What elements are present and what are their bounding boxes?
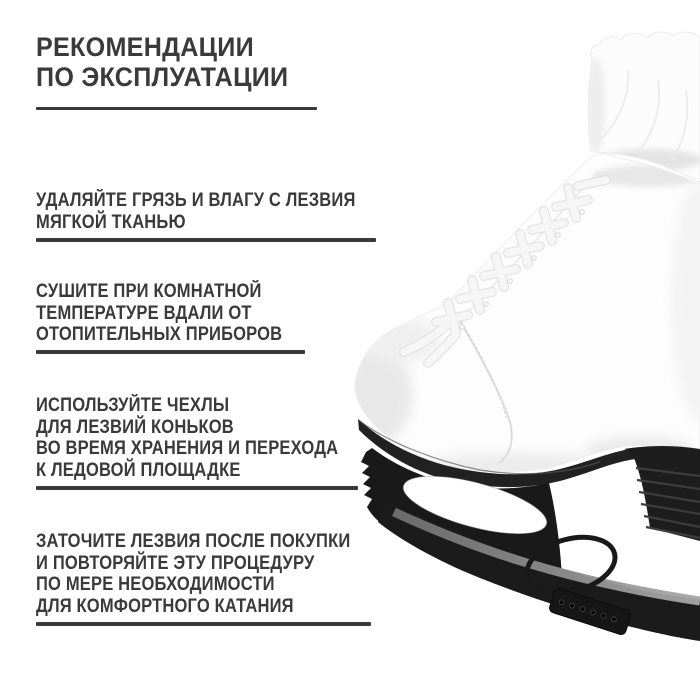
page-title-line-1: РЕКОМЕНДАЦИИ (36, 32, 254, 62)
item-3-line-4: К ЛЕДОВОЙ ПЛОЩАДКЕ (36, 459, 241, 481)
item-4-line-3: ПО МЕРЕ НЕОБХОДИМОСТИ (36, 574, 275, 595)
item-2-line-1: СУШИТЕ ПРИ КОМНАТНОЙ (36, 281, 262, 302)
item-1-line-2: МЯГКОЙ ТКАНЬЮ (36, 211, 186, 233)
item-2-line-2: ТЕМПЕРАТУРЕ ВДАЛИ ОТ (36, 302, 252, 324)
item-4-line-1: ЗАТОЧИТЕ ЛЕЗВИЯ ПОСЛЕ ПОКУПКИ (36, 531, 351, 552)
page-title-line-2: ПО ЭКСПЛУАТАЦИИ (36, 62, 289, 92)
item-2-line-3: ОТОПИТЕЛЬНЫХ ПРИБОРОВ (36, 324, 283, 345)
item-3-line-2: ДЛЯ ЛЕЗВИЙ КОНЬКОВ (36, 416, 234, 438)
item-1-line-1: УДАЛЯЙТЕ ГРЯЗЬ И ВЛАГУ С ЛЕЗВИЯ (36, 190, 356, 211)
item-3-line-1: ИСПОЛЬЗУЙТЕ ЧЕХЛЫ (36, 395, 230, 416)
item-4-line-2: И ПОВТОРЯЙТЕ ЭТУ ПРОЦЕДУРУ (36, 552, 315, 574)
item-3-line-3: ВО ВРЕМЯ ХРАНЕНИЯ И ПЕРЕХОДА (36, 438, 339, 459)
skate-boot (344, 154, 700, 483)
heel-block (624, 446, 700, 541)
item-4-line-4: ДЛЯ КОМФОРТНОГО КАТАНИЯ (36, 595, 294, 617)
